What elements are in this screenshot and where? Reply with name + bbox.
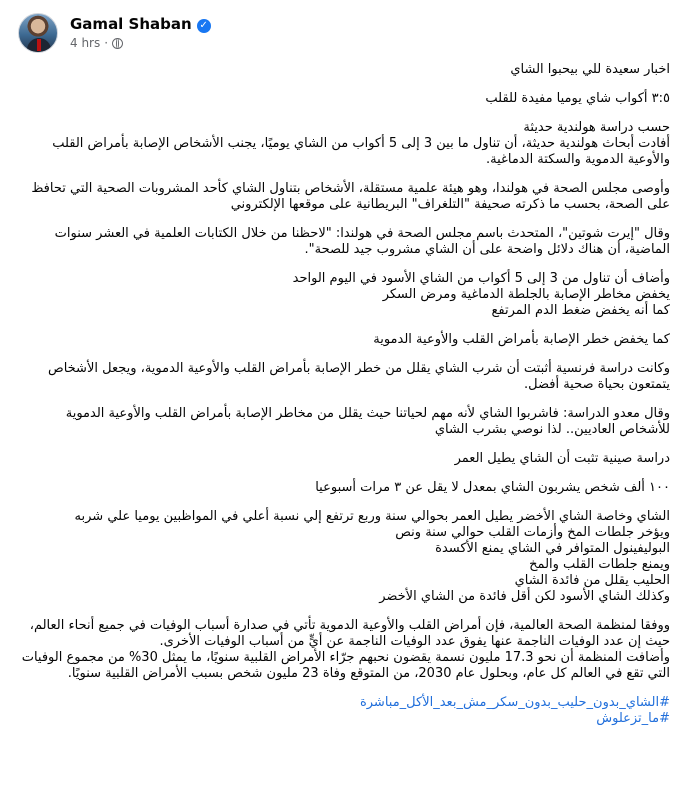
post-paragraph: الشاي وخاصة الشاي الأخضر يطيل العمر بحوالي سنة وربع ترتفع إلي نسبة أعلي في المواظبين يوميا علي شربه ويؤخر جلطات المخ وأزمات القلب حوالي سنة ونص البوليفينول المتوافر في الشاي يمنع الأكسدة ويمنع جلطات القلب والمخ الحليب يقلل من فائدة الشاي وكذلك الشاي الأسود لكن أقل فائدة من الشاي الأخضر bbox=[74, 509, 670, 604]
hashtag-link[interactable]: #الشاي_بدون_حليب_بدون_سكر_مش_بعد_الأكل_مباشرة bbox=[359, 695, 670, 710]
globe-icon[interactable] bbox=[112, 38, 123, 49]
post-paragraph: ٣:٥ أكواب شاي يوميا مفيدة للقلب bbox=[485, 91, 670, 106]
post-paragraph: حسب دراسة هولندية حديثة أفادت أبحاث هولندية حديثة، أن تناول ما بين 3 إلى 5 أكواب من الشاي يوميًا، يجنب الأشخاص الإصابة بأمراض القلب والأوعية الدموية والسكتة الدماغية. bbox=[52, 120, 670, 167]
post-paragraph: اخبار سعيدة للي بيحبوا الشاي bbox=[510, 62, 670, 77]
post-paragraph: ووفقا لمنظمة الصحة العالمية، فإن أمراض القلب والأوعية الدموية تأتي في صدارة أسباب الوفيات في جميع أنحاء العالم، حيث إن عدد الوفيات الناجمة عنها يفوق عدد الوفيات الناجمة عن أيٍّ من أسباب الوفيات الأخرى. وأضافت المنظمة أن نحو 17.3 مليون نسمة يقضون نحبهم جرّاء الأمراض القلبية سنويًا، ما يمثل 30% من مجموع الوفيات التي تقع في العالم كل عام، وبحلول عام 2030، من المتوقع وفاة 23 مليون شخص بسبب الأمراض القلبية سنويًا. bbox=[21, 618, 670, 681]
post-paragraph: وأوصى مجلس الصحة في هولندا، وهو هيئة علمية مستقلة، الأشخاص بتناول الشاي كأحد المشروبات الصحية التي تحافظ على الصحة، بحسب ما ذكرته صحيفة "التلغراف" البريطانية على موقعها الإلكتروني bbox=[31, 181, 670, 212]
post-body bbox=[14, 62, 670, 727]
author-avatar[interactable] bbox=[18, 13, 58, 53]
post-header bbox=[14, 12, 674, 60]
author-name[interactable]: Gamal Shaban ✓ bbox=[70, 15, 211, 33]
verified-badge-icon: ✓ bbox=[197, 19, 211, 33]
post-meta bbox=[70, 36, 123, 50]
post-paragraph: وأضاف أن تناول من 3 إلى 5 أكواب من الشاي الأسود في اليوم الواحد يخفض مخاطر الإصابة بالجلطة الدماغية ومرض السكر كما أنه يخفض ضغط الدم المرتفع bbox=[292, 271, 670, 318]
post-paragraph: كما يخفض خطر الإصابة بأمراض القلب والأوعية الدموية bbox=[373, 332, 670, 347]
hashtag-link[interactable]: #ما_تزعلوش bbox=[596, 711, 670, 726]
post-paragraph: ١٠٠ ألف شخص يشربون الشاي بمعدل لا يقل عن ٣ مرات أسبوعيا bbox=[315, 480, 670, 495]
post-timestamp[interactable]: 4 hrs bbox=[70, 36, 101, 50]
post-paragraph: وقال معدو الدراسة: فاشربوا الشاي لأنه مهم لحياتنا حيث يقلل من مخاطر الإصابة بأمراض القلب والأوعية الدموية للأشخاص العاديين.. لذا نوصي بشرب الشاي bbox=[65, 406, 670, 437]
hashtag-list bbox=[14, 695, 670, 727]
post-paragraph: وكانت دراسة فرنسية أثبتت أن شرب الشاي يقلل من خطر الإصابة بأمراض القلب والأوعية الدموية، ويجعل الأشخاص يتمتعون بحياة صحية أفضل. bbox=[47, 361, 670, 392]
post-paragraph: دراسة صينية تثبت أن الشاي يطيل العمر bbox=[454, 451, 670, 466]
post-paragraph: وقال "إيرت شوتين"، المتحدث باسم مجلس الصحة في هولندا: "لاحظنا من خلال الكتابات العلمية في العشر سنوات الماضية، أن هناك دلائل واضحة على أن الشاي مشروب جيد للصحة". bbox=[54, 226, 670, 257]
meta-separator: · bbox=[104, 36, 109, 50]
